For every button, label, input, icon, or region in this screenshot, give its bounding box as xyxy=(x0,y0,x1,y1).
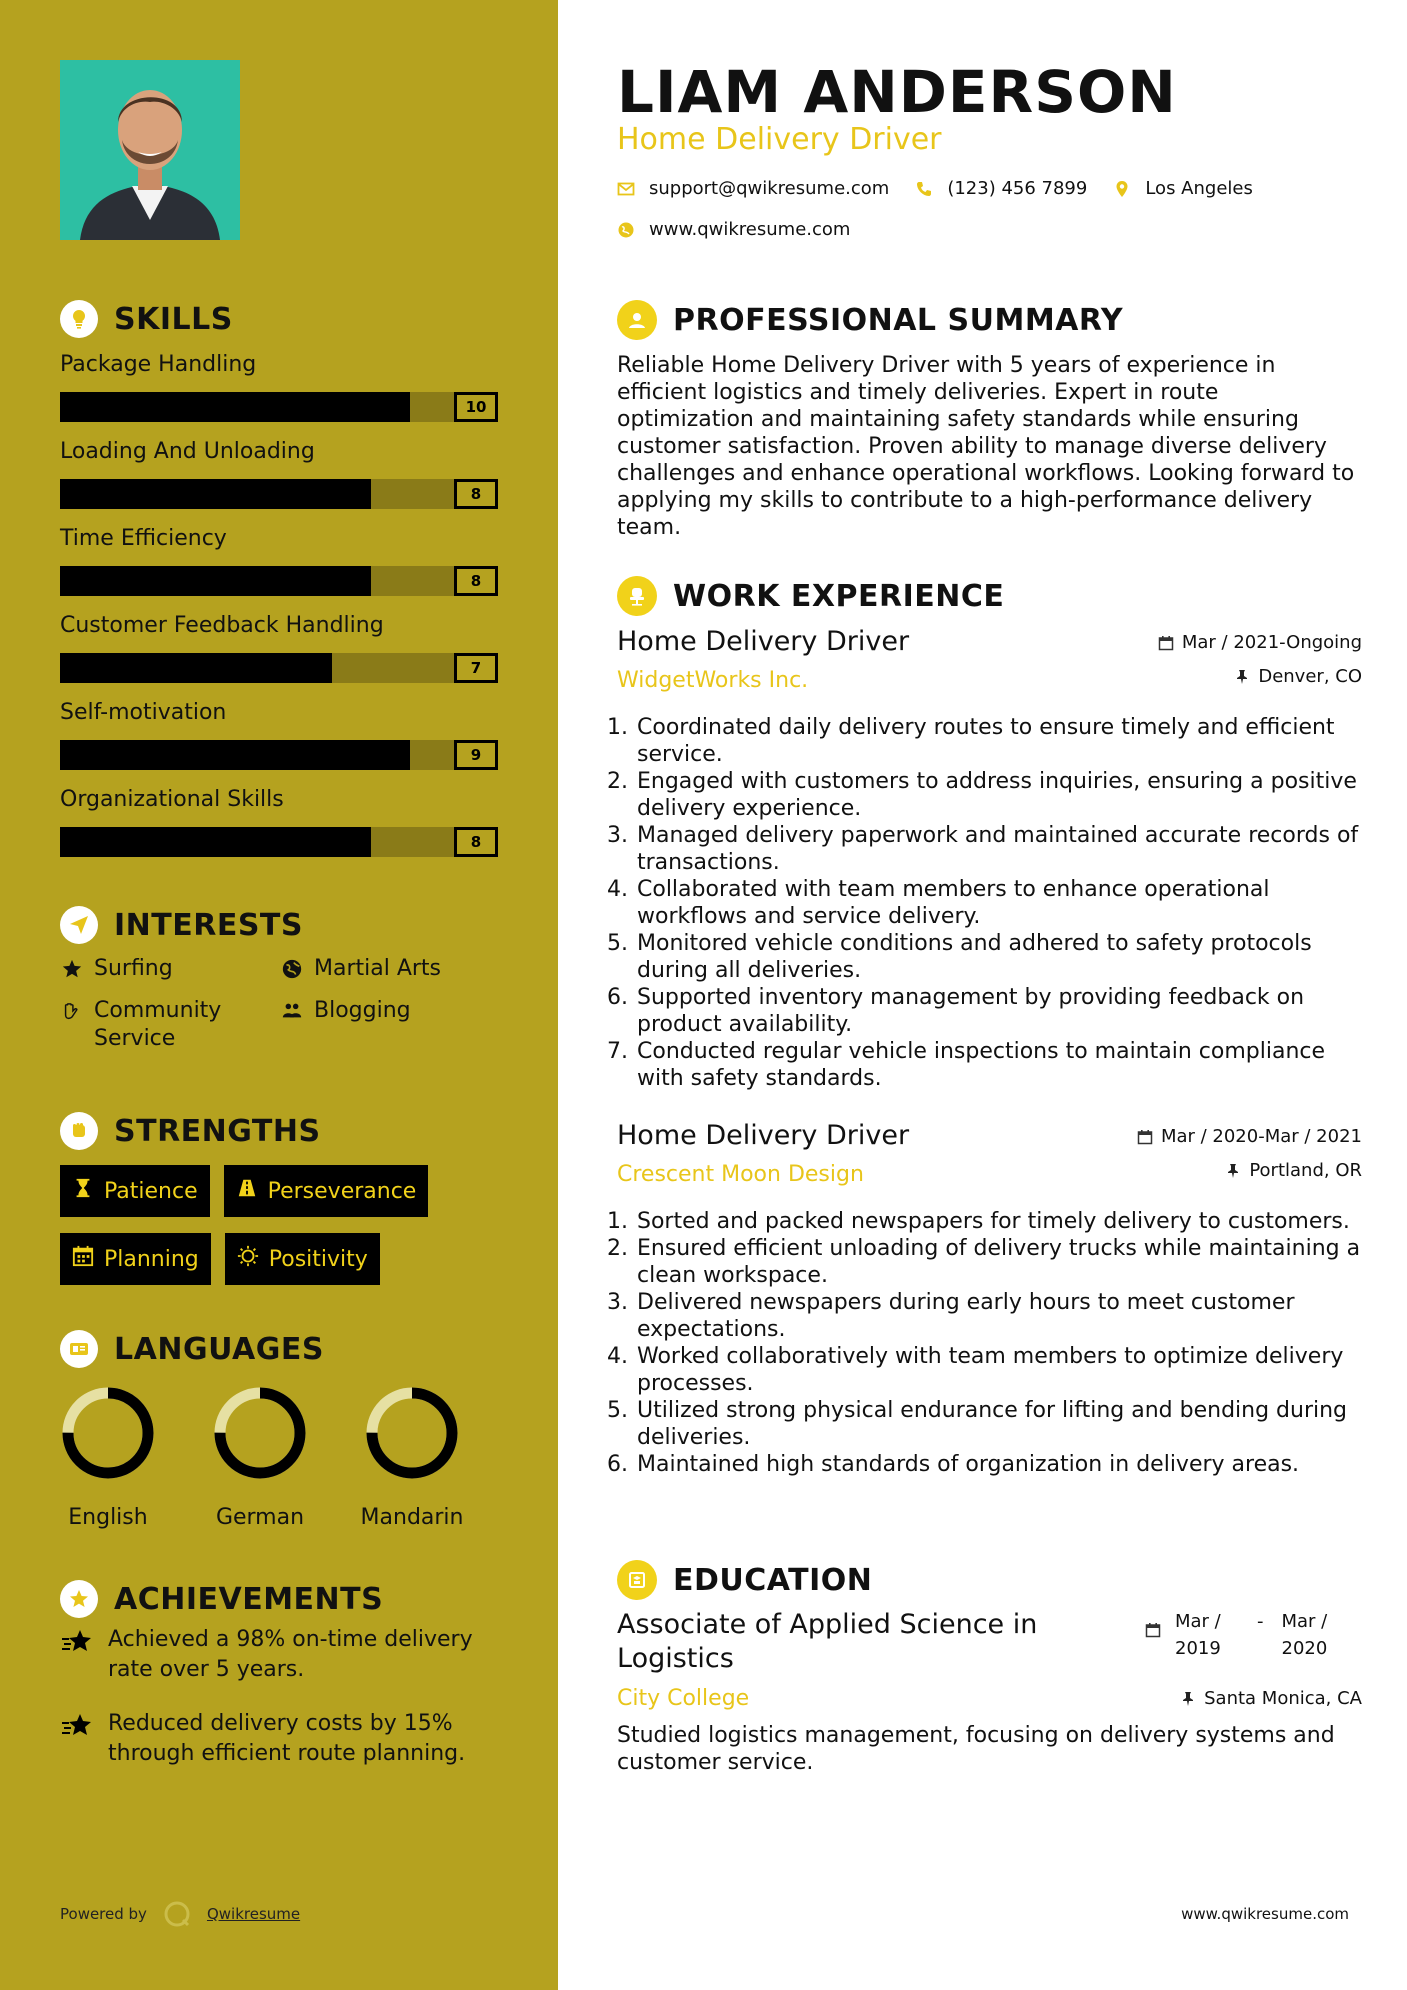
job-bullet: 1. Sorted and packed newspapers for timely delivery to customers. xyxy=(635,1208,1362,1235)
skill-bar-fill xyxy=(60,740,410,770)
summary-heading xyxy=(617,300,1123,340)
skill-score: 10 xyxy=(454,392,498,422)
skill-name: Package Handling xyxy=(60,352,257,377)
job-company: WidgetWorks Inc. xyxy=(617,668,809,693)
job-bullet: 2. Engaged with customers to address inquiries, ensuring a positive delivery experience. xyxy=(635,768,1362,822)
strength-label: Perseverance xyxy=(267,1178,417,1204)
star-badge-icon xyxy=(60,1580,98,1618)
job-header xyxy=(617,626,1362,706)
website-text: www.qwikresume.com xyxy=(649,219,851,240)
language-label: Mandarin xyxy=(360,1505,464,1530)
powered-by-label: Powered by xyxy=(60,1905,147,1923)
map-pin-icon xyxy=(1113,180,1131,198)
language-label: German xyxy=(215,1505,305,1530)
job-bullets xyxy=(617,1208,1362,1478)
job-bullet: 1. Coordinated daily delivery routes to ensure timely and efficient service. xyxy=(635,714,1362,768)
skill-bar xyxy=(60,566,498,596)
skill-bar-fill xyxy=(60,827,371,857)
languages-heading xyxy=(60,1330,324,1368)
job-bullet: 3. Managed delivery paperwork and maintained accurate records of transactions. xyxy=(635,822,1362,876)
fist-icon xyxy=(60,1112,98,1150)
skills-list xyxy=(60,352,500,874)
achievements-list xyxy=(60,1625,500,1793)
pushpin-icon xyxy=(1234,669,1250,685)
job-bullet: 7. Conducted regular vehicle inspections to maintain compliance with safety standards. xyxy=(635,1038,1362,1092)
job-bullet: 3. Delivered newspapers during early hours to meet customer expectations. xyxy=(635,1289,1362,1343)
skill-item xyxy=(60,700,500,787)
strength-badge xyxy=(224,1165,429,1217)
education-end: Mar / 2020 xyxy=(1281,1611,1328,1659)
languages-title: LANGUAGES xyxy=(114,1331,324,1367)
lightbulb-icon xyxy=(60,300,98,338)
achievement-text: Achieved a 98% on-time delivery rate over 5 years. xyxy=(108,1627,473,1682)
strength-label: Patience xyxy=(104,1178,198,1204)
job-location-text: Denver, CO xyxy=(1258,666,1362,687)
education-start: Mar / 2019 xyxy=(1175,1611,1221,1659)
shooting-star-icon xyxy=(60,1711,94,1741)
interests-heading xyxy=(60,906,303,944)
education-heading xyxy=(617,1560,872,1600)
job-bullet: 6. Supported inventory management by providing feedback on product availability. xyxy=(635,984,1362,1038)
globe-icon xyxy=(280,955,304,983)
strengths-title: STRENGTHS xyxy=(114,1113,321,1149)
pushpin-icon xyxy=(1225,1163,1241,1179)
skills-title: SKILLS xyxy=(114,301,233,337)
skill-bar-fill xyxy=(60,653,332,683)
summary-text: Reliable Home Delivery Driver with 5 years of experience in efficient logistics and timely deliveries. Expert in route optimization and maintaining safety standards while ensuring customer satisfaction. Proven ability to manage diverse delivery challenges and enhance operational workflows. Looking forward to applying my skills to contribute to a high-performance delivery team. xyxy=(617,353,1355,540)
skill-name: Loading And Unloading xyxy=(60,439,315,464)
education-location-text: Santa Monica, CA xyxy=(1204,1688,1362,1709)
skills-heading xyxy=(60,300,233,338)
strength-badge xyxy=(225,1233,380,1285)
languages-list xyxy=(60,1385,500,1530)
skill-item xyxy=(60,787,500,874)
skill-item xyxy=(60,352,500,439)
education-title: EDUCATION xyxy=(673,1562,873,1598)
qwikresume-link[interactable]: Qwikresume xyxy=(206,1905,301,1923)
candidate-name: LIAM ANDERSON xyxy=(617,58,1177,126)
calendar-icon xyxy=(1137,1129,1153,1145)
language-level-ring xyxy=(60,1385,156,1481)
achievement-item xyxy=(60,1625,500,1685)
interests-title: INTERESTS xyxy=(114,907,303,943)
job-date-text: Mar / 2021-Ongoing xyxy=(1181,632,1362,653)
footer-website[interactable]: www.qwikresume.com xyxy=(1181,1905,1349,1923)
education-school: City College xyxy=(617,1686,750,1711)
job-location-text: Portland, OR xyxy=(1249,1160,1362,1181)
job-company: Crescent Moon Design xyxy=(617,1162,864,1187)
candidate-title: Home Delivery Driver xyxy=(617,122,942,157)
achievement-item xyxy=(60,1709,500,1769)
interest-label: Community Service xyxy=(94,998,222,1051)
strength-badge xyxy=(60,1233,211,1285)
skill-bar xyxy=(60,827,498,857)
job-date xyxy=(1137,1126,1362,1147)
job-entry xyxy=(617,626,1362,1092)
chair-icon xyxy=(617,576,657,616)
skill-name: Time Efficiency xyxy=(60,526,227,551)
achievement-text: Reduced delivery costs by 15% through efficient route planning. xyxy=(108,1711,466,1766)
contact-phone[interactable] xyxy=(915,178,1087,199)
calendar-icon xyxy=(1145,1622,1161,1638)
globe-icon xyxy=(617,221,635,239)
job-bullet: 4. Worked collaboratively with team members to optimize delivery processes. xyxy=(635,1343,1362,1397)
contact-email[interactable] xyxy=(617,178,889,199)
achievements-heading xyxy=(60,1580,383,1618)
skill-name: Customer Feedback Handling xyxy=(60,613,384,638)
job-bullet: 2. Ensured efficient unloading of delivery trucks while maintaining a clean workspace. xyxy=(635,1235,1362,1289)
language-item xyxy=(360,1385,464,1530)
graduation-cap-icon xyxy=(617,1560,657,1600)
id-card-icon xyxy=(60,1330,98,1368)
language-item xyxy=(212,1385,308,1530)
sidebar xyxy=(0,0,558,1990)
skill-score: 7 xyxy=(454,653,498,683)
job-date xyxy=(1158,632,1362,653)
job-bullet: 5. Monitored vehicle conditions and adhered to safety protocols during all deliveries. xyxy=(635,930,1362,984)
user-icon xyxy=(617,300,657,340)
language-label: English xyxy=(68,1505,148,1530)
strength-badge xyxy=(60,1165,210,1217)
profile-photo xyxy=(60,60,240,240)
pushpin-icon xyxy=(1180,1691,1196,1707)
interest-item xyxy=(60,955,280,983)
contact-row-2 xyxy=(617,219,876,240)
summary-title: PROFESSIONAL SUMMARY xyxy=(673,302,1124,338)
job-bullet: 6. Maintained high standards of organization in delivery areas. xyxy=(635,1451,1362,1478)
hourglass-icon xyxy=(72,1177,94,1205)
sun-icon xyxy=(237,1245,259,1273)
job-date-text: Mar / 2020-Mar / 2021 xyxy=(1160,1126,1362,1147)
skill-bar xyxy=(60,479,498,509)
interests-list xyxy=(60,955,500,1053)
skill-item xyxy=(60,613,500,700)
interest-label: Blogging xyxy=(314,998,411,1023)
contact-location xyxy=(1113,178,1253,199)
strengths-list xyxy=(60,1165,500,1285)
job-title: Home Delivery Driver xyxy=(617,1120,910,1151)
powered-by xyxy=(60,1900,300,1928)
job-header xyxy=(617,1120,1362,1200)
strengths-heading xyxy=(60,1112,321,1150)
users-icon xyxy=(280,997,304,1025)
job-bullet: 5. Utilized strong physical endurance for lifting and bending during deliveries. xyxy=(635,1397,1362,1451)
skill-name: Organizational Skills xyxy=(60,787,284,812)
education-location xyxy=(1180,1688,1362,1709)
skill-name: Self-motivation xyxy=(60,700,227,725)
contact-website[interactable] xyxy=(617,219,850,240)
education-entry xyxy=(617,1608,1362,1798)
interest-item xyxy=(60,997,280,1053)
achievements-title: ACHIEVEMENTS xyxy=(114,1581,384,1617)
strength-label: Positivity xyxy=(268,1246,368,1272)
phone-text: (123) 456 7899 xyxy=(947,178,1088,199)
interest-label: Martial Arts xyxy=(314,956,442,981)
skill-score: 8 xyxy=(454,566,498,596)
envelope-icon xyxy=(617,180,635,198)
paper-plane-icon xyxy=(60,906,98,944)
skill-bar-fill xyxy=(60,479,371,509)
experience-heading xyxy=(617,576,1004,616)
language-item xyxy=(60,1385,156,1530)
skill-bar xyxy=(60,740,498,770)
skill-bar xyxy=(60,653,498,683)
road-icon xyxy=(236,1177,258,1205)
contact-row xyxy=(617,178,1279,199)
skill-score: 8 xyxy=(454,479,498,509)
skill-score: 9 xyxy=(454,740,498,770)
location-text: Los Angeles xyxy=(1145,178,1253,199)
education-degree: Associate of Applied Science in Logistics xyxy=(617,1609,1038,1674)
email-text: support@qwikresume.com xyxy=(649,178,890,199)
shooting-star-icon xyxy=(60,1627,94,1657)
job-bullet: 4. Collaborated with team members to enhance operational workflows and service delivery. xyxy=(635,876,1362,930)
skill-bar-fill xyxy=(60,392,410,422)
strength-label: Planning xyxy=(104,1246,199,1272)
education-dates xyxy=(1145,1608,1346,1662)
job-location xyxy=(1234,666,1362,687)
star-icon xyxy=(60,955,84,983)
qwikresume-logo-icon xyxy=(163,1900,191,1928)
job-title: Home Delivery Driver xyxy=(617,626,910,657)
education-description: Studied logistics management, focusing on delivery systems and customer service. xyxy=(617,1723,1335,1775)
skill-score: 8 xyxy=(454,827,498,857)
interest-item xyxy=(280,955,500,983)
hand-icon xyxy=(60,997,84,1025)
calendar-icon xyxy=(1158,635,1174,651)
skill-item xyxy=(60,439,500,526)
interest-label: Surfing xyxy=(94,956,173,981)
language-level-ring xyxy=(212,1385,308,1481)
job-location xyxy=(1225,1160,1362,1181)
job-entry xyxy=(617,1120,1362,1478)
education-date-dash: - xyxy=(1257,1611,1264,1632)
skill-bar-fill xyxy=(60,566,371,596)
phone-icon xyxy=(915,180,933,198)
job-bullets xyxy=(617,714,1362,1092)
calendar-icon xyxy=(72,1245,94,1273)
experience-title: WORK EXPERIENCE xyxy=(673,578,1005,614)
skill-item xyxy=(60,526,500,613)
interest-item xyxy=(280,997,500,1053)
language-level-ring xyxy=(364,1385,460,1481)
skill-bar xyxy=(60,392,498,422)
